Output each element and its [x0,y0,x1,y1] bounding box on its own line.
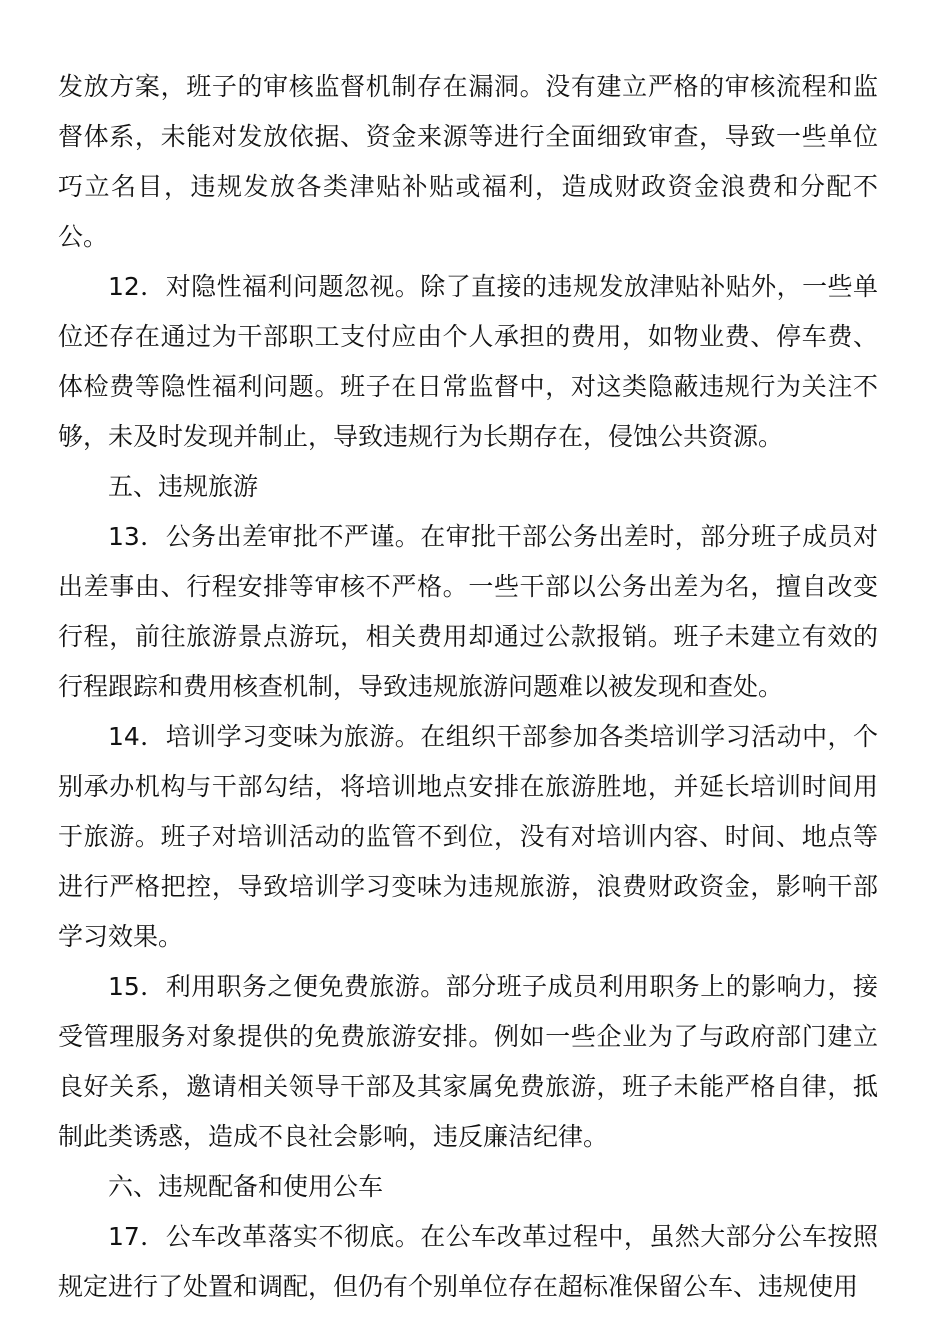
paragraph-item-15: 15．利用职务之便免费旅游。部分班子成员利用职务上的影响力，接受管理服务对象提供的免费旅游安排。例如一些企业为了与政府部门建立良好关系，邀请相关领导干部及其家属免费旅游，班子未能严格自律，抵制此类诱惑，造成不良社会影响，违反廉洁纪律。 [58,972,878,1151]
paragraph-continuation: 发放方案，班子的审核监督机制存在漏洞。没有建立严格的审核流程和监督体系，未能对发放依据、资金来源等进行全面细致审查，导致一些单位巧立名目，违规发放各类津贴补贴或福利，造成财政资金浪费和分配不公。 [58,72,878,251]
paragraph-item-14: 14．培训学习变味为旅游。在组织干部参加各类培训学习活动中，个别承办机构与干部勾结，将培训地点安排在旅游胜地，并延长培训时间用于旅游。班子对培训活动的监管不到位，没有对培训内容、时间、地点等进行严格把控，导致培训学习变味为违规旅游，浪费财政资金，影响干部学习效果。 [58,722,878,951]
document-page [58,62,878,1312]
paragraph-item-13: 13．公务出差审批不严谨。在审批干部公务出差时，部分班子成员对出差事由、行程安排等审核不严格。一些干部以公务出差为名，擅自改变行程，前往旅游景点游玩，相关费用却通过公款报销。班子未建立有效的行程跟踪和费用核查机制，导致违规旅游问题难以被发现和查处。 [58,522,878,701]
paragraph-item-17: 17．公车改革落实不彻底。在公车改革过程中，虽然大部分公车按照规定进行了处置和调配，但仍有个别单位存在超标准保留公车、违规使用 [58,1222,878,1301]
paragraph-item-12: 12．对隐性福利问题忽视。除了直接的违规发放津贴补贴外，一些单位还存在通过为干部职工支付应由个人承担的费用，如物业费、停车费、体检费等隐性福利问题。班子在日常监督中，对这类隐蔽违规行为关注不够，未及时发现并制止，导致违规行为长期存在，侵蚀公共资源。 [58,272,878,451]
section-heading-6: 六、违规配备和使用公车 [108,1172,384,1201]
section-heading-5: 五、违规旅游 [108,472,259,501]
